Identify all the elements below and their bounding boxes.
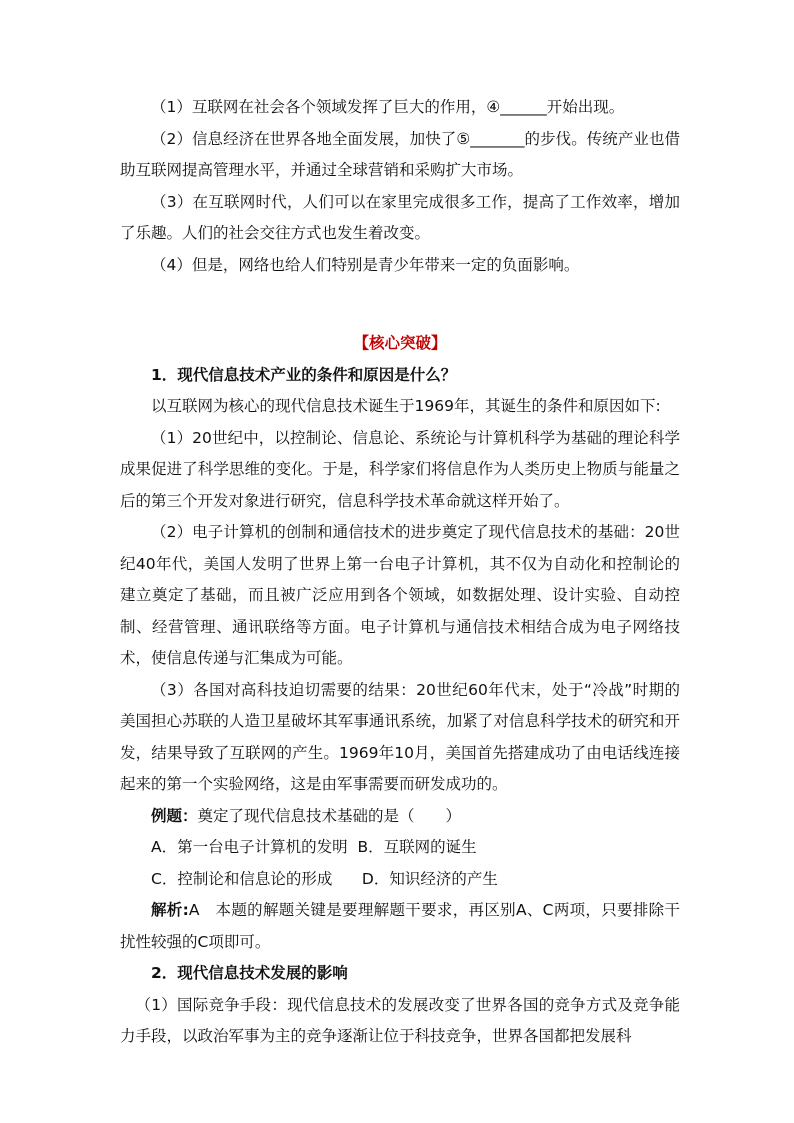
question-2-title: 2．现代信息技术发展的影响 (151, 964, 348, 982)
example-label: 例题： (151, 806, 198, 825)
analysis-label: 解析: (151, 901, 189, 919)
question-1-intro: 以互联网为核心的现代信息技术诞生于1969年，其诞生的条件和原因如下: (151, 397, 661, 415)
options-row-2 (120, 864, 680, 896)
intro-item-2: （2）信息经济在世界各地全面发展，加快了⑤_______的步伐。传统产业也借助互联网提高管理水平，并通过全球营销和采购扩大市场。 (120, 129, 680, 179)
analysis (120, 895, 680, 958)
question-1-point-3: （3）各国对高科技迫切需要的结果：20世纪60年代末，处于“冷战”时期的美国担心苏联的人造卫星破坏其军事通讯系统，加紧了对信息科学技术的研究和开发，结果导致了互联网的产生。1969年10月，美国首先搭建成功了由电话线连接起来的第一个实验网络，这是由军事需要而研发成功的。 (120, 680, 680, 793)
question-1-point-1: （1）20世纪中，以控制论、信息论、系统论与计算机科学为基础的理论科学成果促进了科学思维的变化。于是，科学家们将信息作为人类历史上物质与能量之后的第三个开发对象进行研究，信息科学技术革命就这样开始了。 (120, 428, 680, 510)
intro-item-3: （3）在互联网时代，人们可以在家里完成很多工作，提高了工作效率，增加了乐趣。人们的社会交往方式也发生着改变。 (120, 192, 680, 242)
option-a: A．第一台电子计算机的发明 (151, 838, 348, 856)
example-question-text: 奠定了现代信息技术基础的是（ ） (197, 806, 462, 825)
question-1-point-2: （2）电子计算机的创制和通信技术的进步奠定了现代信息技术的基础：20世纪40年代，美国人发明了世界上第一台电子计算机，其不仅为自动化和控制论的建立奠定了基础，而且被广泛应用到各个领域，如数据处理、设计实验、自动控制、经营管理、通讯联络等方面。电子计算机与通信技术相结合成为电子网络技术，使信息传递与汇集成为可能。 (120, 523, 680, 667)
option-b: B．互联网的诞生 (357, 838, 477, 856)
question-2-point-1: （1）国际竞争手段：现代信息技术的发展改变了世界各国的竞争方式及竞争能力手段，以政治军事为主的竞争逐渐让位于科技竞争，世界各国都把发展科 (120, 995, 680, 1045)
document-body (120, 92, 680, 1053)
option-c: C．控制论和信息论的形成 (151, 869, 333, 888)
section-heading: 【核心突破】 (353, 334, 447, 352)
intro-item-1: （1）互联网在社会各个领域发挥了巨大的作用，④______开始出现。 (151, 98, 625, 116)
example-question (120, 801, 680, 833)
intro-item-4: （4）但是，网络也给人们特别是青少年带来一定的负面影响。 (151, 255, 580, 274)
options-row-1 (120, 832, 680, 864)
analysis-text: A 本题的解题关键是要理解题干要求，再区别A、C两项，只要排除干扰性较强的C项即可。 (120, 901, 680, 951)
option-d: D．知识经济的产生 (361, 869, 498, 888)
question-1-title: 1．现代信息技术产业的条件和原因是什么？ (151, 365, 457, 384)
